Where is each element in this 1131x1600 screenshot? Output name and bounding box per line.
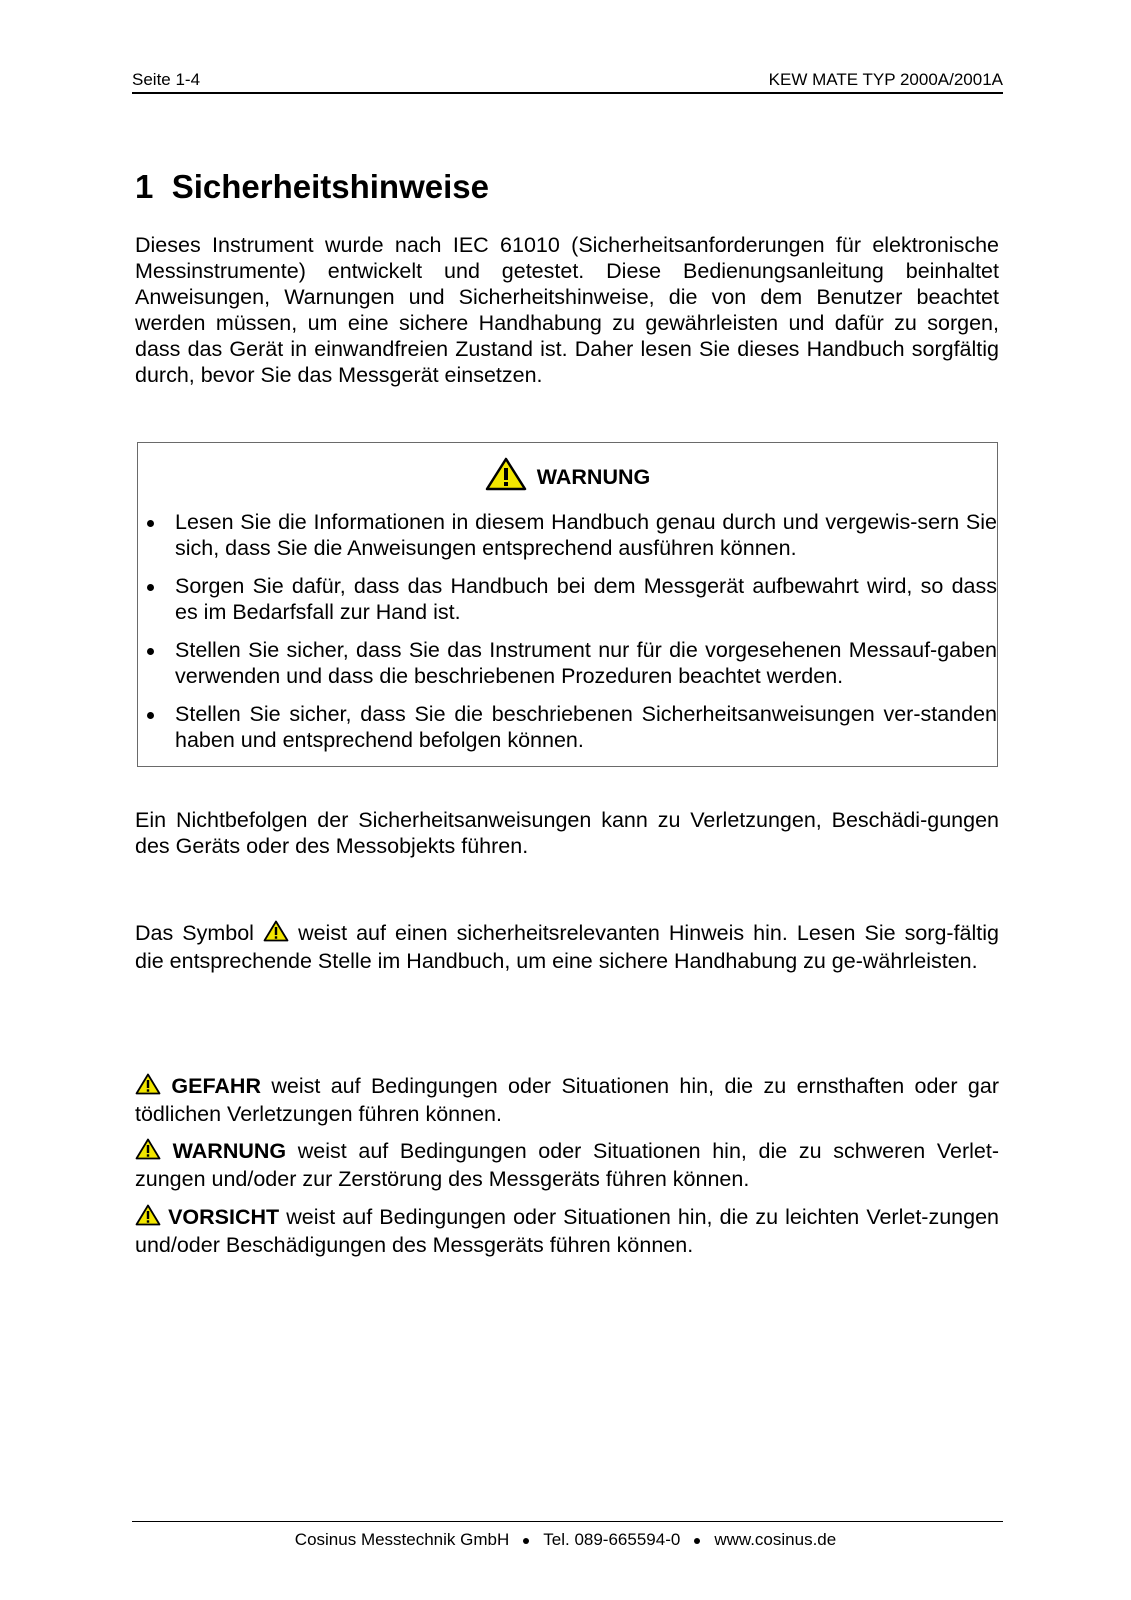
warning-list-item: Lesen Sie die Informationen in diesem Handbuch genau durch und vergewis-sern Sie sich, dass Sie die Anweisungen entsprechend ausführen können. — [138, 509, 997, 561]
footer-company: Cosinus Messtechnik GmbH — [294, 1530, 510, 1549]
level-gefahr: GEFAHR weist auf Bedingungen oder Situationen hin, die zu ernsthaften oder gar tödlichen Verletzungen führen können. — [135, 1074, 999, 1126]
bullet-icon — [147, 712, 154, 719]
level-term: VORSICHT — [168, 1205, 280, 1229]
intro-paragraph: Dieses Instrument wurde nach IEC 61010 (Sicherheitsanforderungen für elektronische Messinstrumente) entwickelt und getestet. Diese Bedienungsanleitung beinhaltet Anweisungen, Warnungen und Sicherheitshinweise, die von dem Benutzer beachtet werden müssen, um eine sichere Handhabung zu gewährleisten und dafür zu sorgen, dass das Gerät in einwandfreien Zustand ist. Daher lesen Sie dieses Handbuch sorgfältig durch, bevor Sie das Messgerät einsetzen. — [135, 233, 999, 387]
section-title: Sicherheitshinweise — [171, 168, 489, 205]
warning-triangle-icon — [263, 920, 289, 948]
footer-website: www.cosinus.de — [714, 1530, 837, 1549]
level-term: WARNUNG — [172, 1139, 287, 1163]
bullet-icon — [147, 520, 154, 527]
bullet-icon — [523, 1538, 529, 1544]
document-title: KEW MATE TYP 2000A/2001A — [768, 70, 1003, 89]
warning-list-item: Sorgen Sie dafür, dass das Handbuch bei dem Messgerät aufbewahrt wird, so dass es im Bedarfsfall zur Hand ist. — [138, 573, 997, 625]
section-number: 1 — [135, 168, 154, 205]
warning-list-item: Stellen Sie sicher, dass Sie das Instrument nur für die vorgesehenen Messauf-gaben verwenden und dass die beschriebenen Prozeduren beachtet werden. — [138, 637, 997, 689]
page-footer — [0, 1530, 1131, 1550]
warning-triangle-icon — [135, 1138, 161, 1166]
bullet-icon — [147, 648, 154, 655]
warning-triangle-icon — [485, 457, 527, 497]
warning-box — [137, 442, 998, 767]
warning-box-title-text: WARNUNG — [536, 464, 651, 489]
level-warnung: WARNUNG weist auf Bedingungen oder Situationen hin, die zu schweren Verlet-zungen und/oder zur Zerstörung des Messgeräts führen können. — [135, 1139, 999, 1191]
section-heading — [135, 168, 489, 206]
page-number: Seite 1-4 — [132, 70, 201, 89]
bullet-icon — [694, 1538, 700, 1544]
symbol-note-paragraph: Das Symbol weist auf einen sicherheitsrelevanten Hinweis hin. Lesen Sie sorg-fältig die entsprechende Stelle im Handbuch, um eine sichere Handhabung zu ge-währleisten. — [135, 921, 999, 973]
footer-phone: Tel. 089-665594-0 — [543, 1530, 681, 1549]
level-vorsicht: VORSICHT weist auf Bedingungen oder Situationen hin, die zu leichten Verlet-zungen und/oder Beschädigungen des Messgeräts führen können. — [135, 1205, 999, 1257]
level-term: GEFAHR — [171, 1074, 261, 1098]
warning-list — [138, 509, 999, 765]
warning-triangle-icon — [135, 1073, 161, 1101]
warning-triangle-icon — [135, 1204, 161, 1232]
page-header — [132, 66, 1003, 94]
warning-list-item: Stellen Sie sicher, dass Sie die beschriebenen Sicherheitsanweisungen ver-standen haben und entsprechend befolgen können. — [138, 701, 997, 753]
consequence-paragraph: Ein Nichtbefolgen der Sicherheitsanweisungen kann zu Verletzungen, Beschädi-gungen des Geräts oder des Messobjekts führen. — [135, 808, 999, 858]
footer-divider — [132, 1521, 1003, 1522]
warning-box-title — [138, 457, 997, 497]
bullet-icon — [147, 584, 154, 591]
